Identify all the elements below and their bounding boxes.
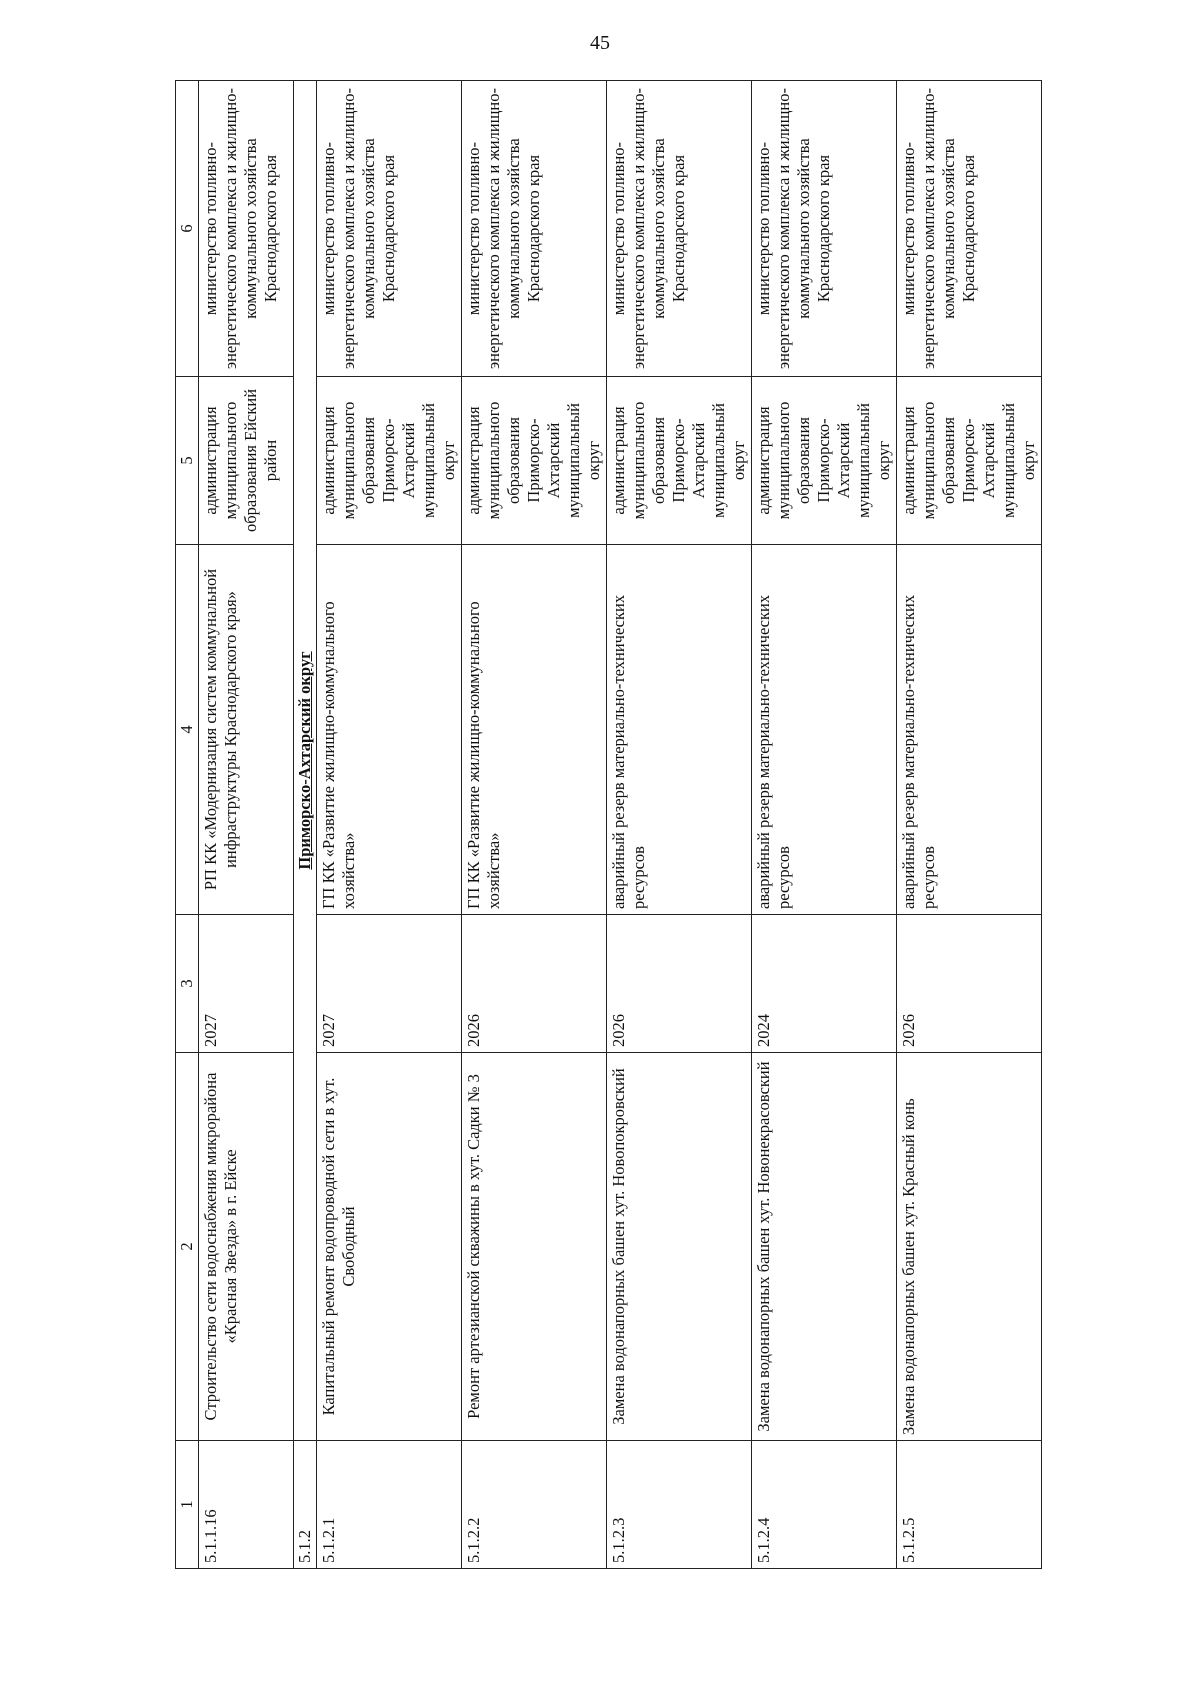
- section-title: Приморско-Ахтарский округ: [295, 651, 314, 870]
- coordinator-cell: министерство топливно-энергетического комплекса и жилищно-коммунального хозяйства Краснодарского края: [897, 81, 1042, 377]
- object-name-cell: Замена водонапорных башен хут. Красный конь: [897, 1053, 1042, 1441]
- program-cell: аварийный резерв материально-технических ресурсов: [897, 545, 1042, 915]
- program-cell: ГП КК «Развитие жилищно-коммунального хозяйства»: [462, 545, 607, 915]
- coordinator-cell: министерство топливно-энергетического комплекса и жилищно-коммунального хозяйства Краснодарского края: [607, 81, 752, 377]
- table-row: [462, 81, 607, 1569]
- table-row: [752, 81, 897, 1569]
- object-name-cell: Строительство сети водоснабжения микрорайона «Красная Звезда» в г. Ейске: [199, 1053, 294, 1441]
- coordinator-cell: министерство топливно-энергетического комплекса и жилищно-коммунального хозяйства Краснодарского края: [462, 81, 607, 377]
- item-number-cell: 5.1.2.1: [317, 1441, 462, 1569]
- table-row: [607, 81, 752, 1569]
- year-cell: 2027: [199, 915, 294, 1053]
- executor-cell: администрация муниципального образования Приморско-Ахтарский муниципальный округ: [317, 377, 462, 545]
- program-cell: аварийный резерв материально-технических ресурсов: [607, 545, 752, 915]
- object-name-cell: Ремонт артезианской скважины в хут. Садки № 3: [462, 1053, 607, 1441]
- program-cell: аварийный резерв материально-технических ресурсов: [752, 545, 897, 915]
- year-cell: 2027: [317, 915, 462, 1053]
- table-row: [897, 81, 1042, 1569]
- rotated-table: [175, 81, 1145, 1569]
- section-title-cell: [294, 81, 317, 1441]
- table-row: [199, 81, 294, 1569]
- year-cell: 2026: [607, 915, 752, 1053]
- column-number-cell: 3: [176, 915, 199, 1053]
- executor-cell: администрация муниципального образования Приморско-Ахтарский муниципальный округ: [462, 377, 607, 545]
- item-number-cell: 5.1.2.5: [897, 1441, 1042, 1569]
- column-number-cell: 6: [176, 81, 199, 377]
- section-number-cell: 5.1.2: [294, 1441, 317, 1569]
- column-number-cell: 4: [176, 545, 199, 915]
- item-number-cell: 5.1.2.4: [752, 1441, 897, 1569]
- object-name-cell: Капитальный ремонт водопроводной сети в хут. Свободный: [317, 1053, 462, 1441]
- program-cell: ГП КК «Развитие жилищно-коммунального хозяйства»: [317, 545, 462, 915]
- object-name-cell: Замена водонапорных башен хут. Новопокровский: [607, 1053, 752, 1441]
- program-table: [175, 80, 1042, 1569]
- table-row: [317, 81, 462, 1569]
- year-cell: 2024: [752, 915, 897, 1053]
- item-number-cell: 5.1.2.3: [607, 1441, 752, 1569]
- executor-cell: администрация муниципального образования Приморско-Ахтарский муниципальный округ: [607, 377, 752, 545]
- item-number-cell: 5.1.1.16: [199, 1441, 294, 1569]
- object-name-cell: Замена водонапорных башен хут. Новонекрасовский: [752, 1053, 897, 1441]
- year-cell: 2026: [897, 915, 1042, 1053]
- column-number-cell: 2: [176, 1053, 199, 1441]
- executor-cell: администрация муниципального образования Ейский район: [199, 377, 294, 545]
- executor-cell: администрация муниципального образования Приморско-Ахтарский муниципальный округ: [897, 377, 1042, 545]
- column-number-cell: 1: [176, 1441, 199, 1569]
- year-cell: 2026: [462, 915, 607, 1053]
- page-number: 45: [590, 32, 610, 54]
- coordinator-cell: министерство топливно-энергетического комплекса и жилищно-коммунального хозяйства Краснодарского края: [752, 81, 897, 377]
- program-cell: РП КК «Модернизация систем коммунальной инфраструктуры Краснодарского края»: [199, 545, 294, 915]
- executor-cell: администрация муниципального образования Приморско-Ахтарский муниципальный округ: [752, 377, 897, 545]
- item-number-cell: 5.1.2.2: [462, 1441, 607, 1569]
- coordinator-cell: министерство топливно-энергетического комплекса и жилищно-коммунального хозяйства Краснодарского края: [317, 81, 462, 377]
- column-number-cell: 5: [176, 377, 199, 545]
- coordinator-cell: министерство топливно-энергетического комплекса и жилищно-коммунального хозяйства Краснодарского края: [199, 81, 294, 377]
- column-number-row: [176, 81, 199, 1569]
- section-row: [294, 81, 317, 1569]
